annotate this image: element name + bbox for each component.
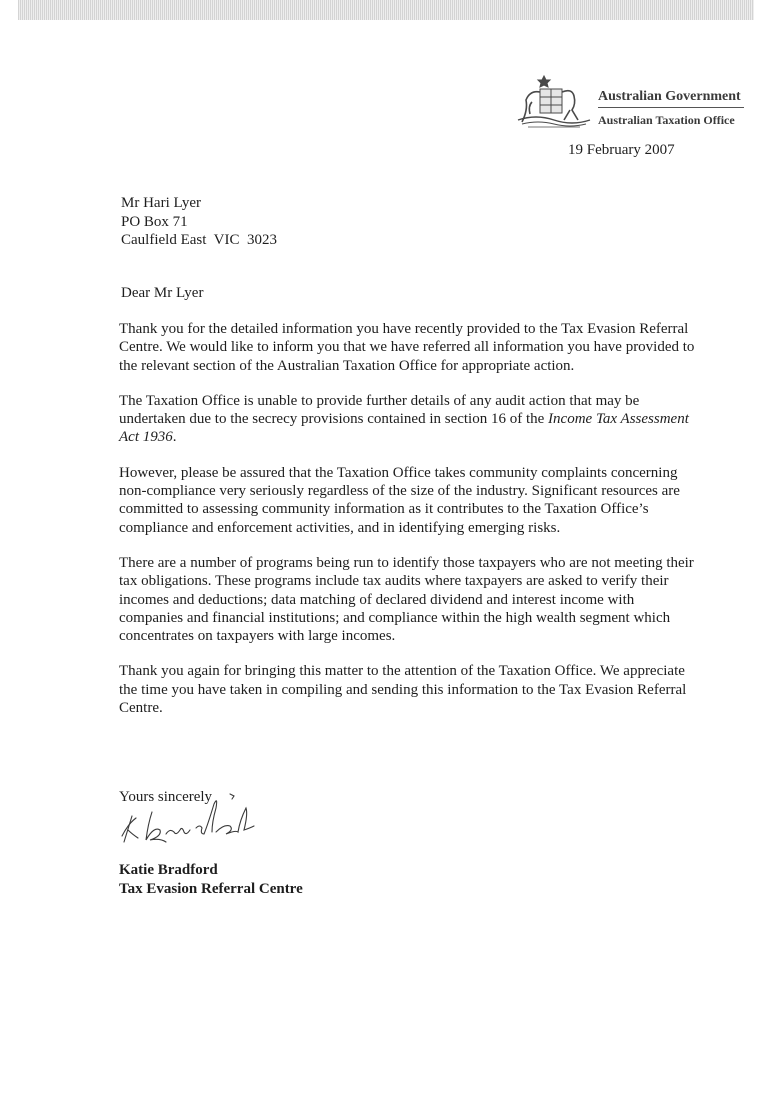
closing: Yours sincerely [119,789,213,805]
signatory-name: Katie Bradford [119,862,218,878]
act-title: Income Tax Assessment Act 1936 [119,411,689,446]
recipient-address [121,194,277,250]
body-paragraph-4: There are a number of programs being run to identify those taxpayers who are not meeting their tax obligations. These programs include tax audits where taxpayers are asked to verify their incomes and deductions; data matching of declared dividend and interest income with companies and financial institutions; and compliance within the high wealth segment which concentrates on taxpayers with large incomes. [119,554,694,645]
letter-date: 19 February 2007 [568,142,675,158]
agency-name: Australian Taxation Office [598,113,735,127]
government-title: Australian Government [598,89,741,104]
recipient-name: Mr Hari Lyer [121,195,201,211]
letterhead-logo [514,72,754,132]
body-paragraph-2 [119,392,699,447]
handwritten-signature [118,790,268,852]
salutation: Dear Mr Lyer [121,285,204,301]
recipient-address-line2: Caulfield East VIC 3023 [121,232,277,248]
paragraph-2-text: The Taxation Office is unable to provide further details of any audit action that may be undertaken due to the secrecy provisions contained in section 16 of the [119,392,640,428]
scan-border [18,0,754,20]
body-paragraph-1: Thank you for the detailed information you have recently provided to the Tax Evasion Referral Centre. We would like to inform you that we have referred all information you have provided to the relevant section of the Australian Taxation Office for appropriate action. [119,321,695,374]
letter-body [119,320,699,734]
body-paragraph-3: However, please be assured that the Taxation Office takes community complaints concerning non-compliance very seriously regardless of the size of the industry. Significant resources are committed to assessing community information as it contributes to the Taxation Office’s compliance and enforcement activities, and in identifying emerging risks. [119,464,680,536]
letterhead-divider [598,107,744,108]
paragraph-2-end: . [172,429,177,446]
recipient-address-line1: PO Box 71 [121,213,188,230]
coat-of-arms-icon [514,72,594,130]
body-paragraph-5: Thank you again for bringing this matter to the attention of the Taxation Office. We appreciate the time you have taken in compiling and sending this information to the Tax Evasion Referral Centre. [119,663,687,717]
signatory-unit: Tax Evasion Referral Centre [119,881,303,897]
